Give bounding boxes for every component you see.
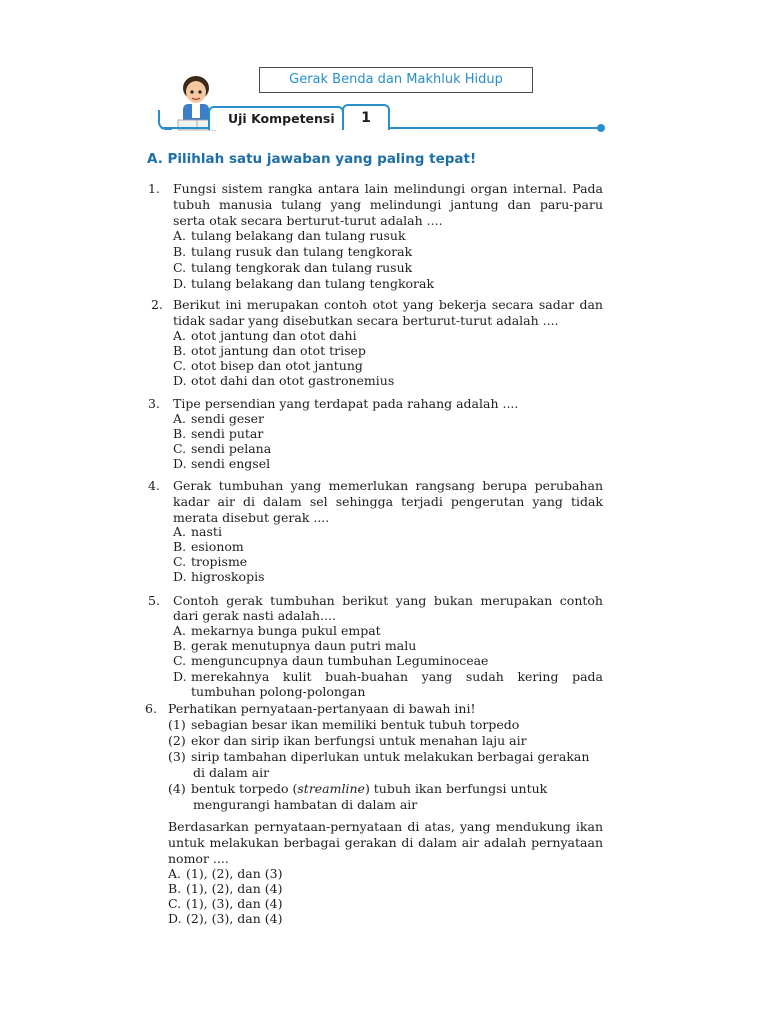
q6-option-a-letter: A. [168,866,182,881]
q2-option-d-letter: D. [173,373,187,388]
q6-option-d: (2), (3), dan (4) [186,911,283,926]
q6-option-d-letter: D. [168,911,182,926]
q6-paragraph-line: nomor .... [168,851,229,866]
q4-stem-line: Gerak tumbuhan yang memerlukan rangsang berupa perubahan [173,478,603,493]
q1-option-d-letter: D. [173,276,187,291]
q6-option-c: (1), (3), dan (4) [186,896,283,911]
q4-option-c: tropisme [191,554,248,569]
q2-option-b-letter: B. [173,343,187,358]
q1-option-a: tulang belakang dan tulang rusuk [191,228,406,243]
q6-statement-4-rest: ) tubuh ikan berfungsi untuk [364,781,548,796]
q5-number: 5. [148,593,160,608]
q5-option-d-continuation: tumbuhan polong-polongan [191,684,366,699]
q6-option-a: (1), (2), dan (3) [186,866,283,881]
header-divider-dot [597,124,605,132]
q3-option-b-letter: B. [173,426,187,441]
q6-statement-2: ekor dan sirip ikan berfungsi untuk menahan laju air [191,733,527,748]
q3-stem-line: Tipe persendian yang terdapat pada rahang adalah .... [173,396,519,411]
q1-stem-line: tubuh manusia tulang yang melindungi jantung dan paru-paru [173,197,603,212]
q3-option-d-letter: D. [173,456,187,471]
q3-option-c: sendi pelana [191,441,272,456]
q6-option-b-letter: B. [168,881,182,896]
q3-number: 3. [148,396,160,411]
q5-stem-line: dari gerak nasti adalah.... [173,608,336,623]
q3-option-a-letter: A. [173,411,187,426]
q4-option-d-letter: D. [173,569,187,584]
q5-option-d: merekahnya kulit buah-buahan yang sudah kering pada [191,669,603,684]
q4-option-d: higroskopis [191,569,265,584]
q6-statement-2-num: (2) [168,733,186,748]
section-label: Uji Kompetensi [208,106,344,130]
q5-option-c-letter: C. [173,653,187,668]
q2-number: 2. [151,297,163,312]
q5-option-a: mekarnya bunga pukul empat [191,623,381,638]
q5-option-c: menguncupnya daun tumbuhan Leguminoceae [191,653,489,668]
q2-option-c-letter: C. [173,358,187,373]
q6-number: 6. [145,701,157,716]
q2-stem-line: Berikut ini merupakan contoh otot yang bekerja secara sadar dan [173,297,603,312]
q5-option-b-letter: B. [173,638,187,653]
q4-stem-line: kadar air di dalam sel sehingga terjadi pengerutan yang tidak [173,494,603,509]
section-a-heading: A. Pilihlah satu jawaban yang paling tepat! [147,151,477,167]
q6-statement-4-continuation: mengurangi hambatan di dalam air [193,797,418,812]
q6-statement-4-num: (4) [168,781,186,796]
q5-option-d-letter: D. [173,669,187,684]
q1-option-d: tulang belakang dan tulang tengkorak [191,276,435,291]
q6-paragraph-line: untuk melakukan berbagai gerakan di dalam air adalah pernyataan [168,835,603,850]
q2-option-b: otot jantung dan otot trisep [191,343,366,358]
q6-option-b: (1), (2), dan (4) [186,881,283,896]
q5-stem-line: Contoh gerak tumbuhan berikut yang bukan merupakan contoh [173,593,603,608]
q4-stem-line: merata disebut gerak .... [173,510,330,525]
q1-number: 1. [148,181,160,196]
q6-paragraph-line: Berdasarkan pernyataan-pernyataan di atas, yang mendukung ikan [168,819,603,834]
q4-option-a-letter: A. [173,524,187,539]
q6-statement-1-num: (1) [168,717,186,732]
q3-option-a: sendi geser [191,411,265,426]
q4-option-c-letter: C. [173,554,187,569]
chapter-title: Gerak Benda dan Makhluk Hidup [259,67,533,93]
q1-option-b-letter: B. [173,244,187,259]
q6-statement-4-text: bentuk torpedo ( [191,781,298,796]
q6-statement-4 [191,781,547,796]
q2-option-d: otot dahi dan otot gastronemius [191,373,395,388]
q4-option-b: esionom [191,539,244,554]
q6-statement-4-italic: streamline [297,781,365,796]
q6-statement-3-continuation: di dalam air [193,765,270,780]
q2-option-a: otot jantung dan otot dahi [191,328,357,343]
q4-number: 4. [148,478,160,493]
section-number: 1 [342,104,390,130]
q5-option-b: gerak menutupnya daun putri malu [191,638,417,653]
q6-statement-3-num: (3) [168,749,186,764]
q6-statement-3: sirip tambahan diperlukan untuk melakukan berbagai gerakan [191,749,590,764]
q5-option-a-letter: A. [173,623,187,638]
q6-statement-1: sebagian besar ikan memiliki bentuk tubuh torpedo [191,717,520,732]
q1-option-a-letter: A. [173,228,187,243]
q3-option-b: sendi putar [191,426,264,441]
q4-option-b-letter: B. [173,539,187,554]
q6-option-c-letter: C. [168,896,182,911]
q1-option-c: tulang tengkorak dan tulang rusuk [191,260,413,275]
q2-option-a-letter: A. [173,328,187,343]
q3-option-c-letter: C. [173,441,187,456]
q1-stem-line: Fungsi sistem rangka antara lain melindungi organ internal. Pada [173,181,603,196]
q1-option-c-letter: C. [173,260,187,275]
q1-stem-line: serta otak secara berturut-turut adalah .... [173,213,443,228]
q2-option-c: otot bisep dan otot jantung [191,358,363,373]
q6-stem: Perhatikan pernyataan-pertanyaan di bawah ini! [168,701,476,716]
q3-option-d: sendi engsel [191,456,271,471]
q2-stem-line: tidak sadar yang disebutkan secara berturut-turut adalah .... [173,313,559,328]
q1-option-b: tulang rusuk dan tulang tengkorak [191,244,413,259]
q4-option-a: nasti [191,524,222,539]
